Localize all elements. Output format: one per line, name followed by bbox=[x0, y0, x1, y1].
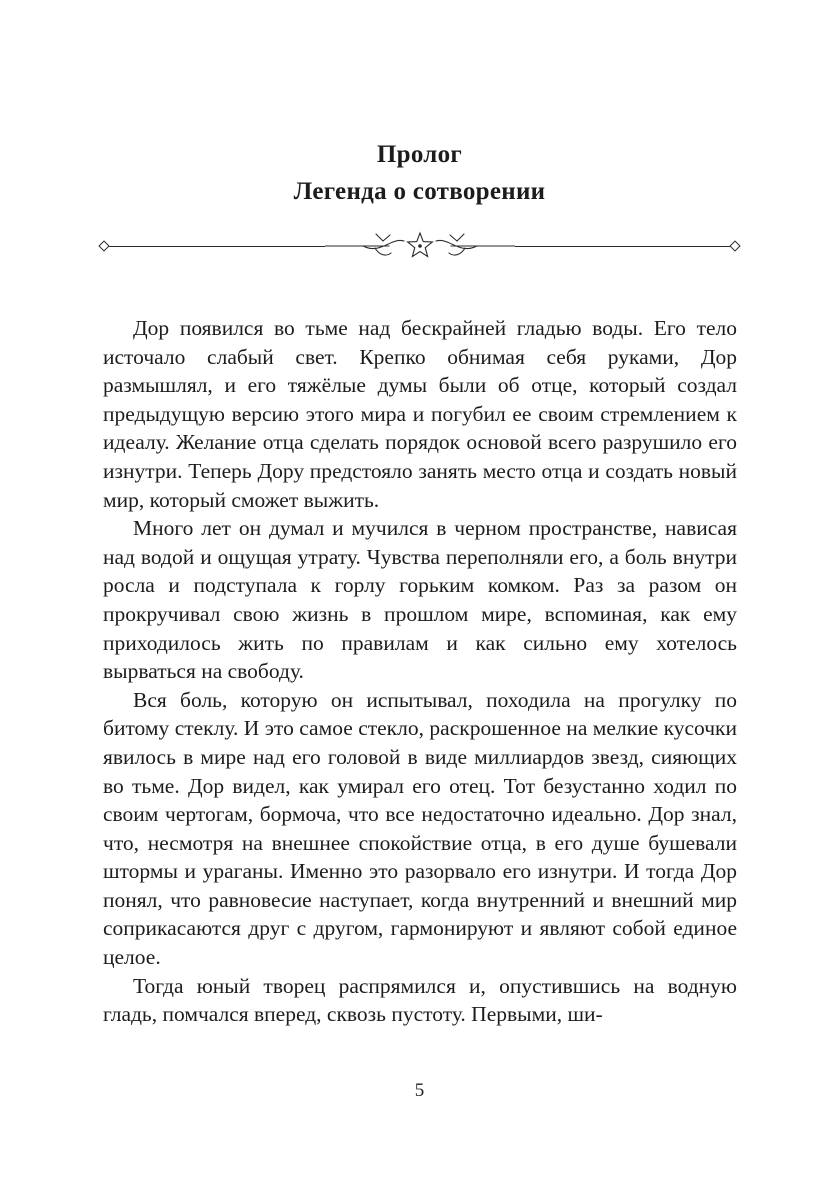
chapter-heading bbox=[0, 136, 839, 210]
body-text bbox=[103, 314, 737, 1029]
chapter-subtitle: Легенда о сотворении bbox=[293, 178, 546, 205]
divider-line-left bbox=[108, 246, 325, 247]
paragraph: Тогда юный творец распрямился и, опустившись на водную гладь, помчался вперед, сквозь пустоту. Первыми, ши- bbox=[103, 973, 737, 1027]
diamond-left-icon bbox=[98, 240, 109, 251]
page-number: 5 bbox=[414, 1080, 425, 1101]
diamond-right-icon bbox=[729, 240, 740, 251]
paragraph: Много лет он думал и мучился в черном пространстве, нависая над водой и ощущая утрату. Чувства переполняли его, а боль внутри росла и подступала к горлу горьким комком. Раз за разом он прокручивал свою жизнь в прошлом мире, вспоминая, как ему приходилось жить по правилам и как сильно ему хотелось вырваться на свободу. bbox=[103, 516, 737, 684]
paragraph: Вся боль, которую он испытывал, походила на прогулку по битому стеклу. И это самое стекло, раскрошенное на мелкие кусочки явилось в мире над его головой в виде миллиардов звезд, сияющих во тьме. Дор видел, как умирал его отец. Тот безустанно ходил по своим чертогам, бормоча, что все недостаточно идеально. Дор знал, что, несмотря на внешнее спокойствие отца, в его душе бушевали штормы и ураганы. Именно это разорвало его изнутри. И тогда Дор понял, что равновесие наступает, когда внутренний и внешний мир соприкасаются друг с другом, гармонируют и являют собой единое целое. bbox=[103, 687, 737, 970]
chapter-title: Пролог bbox=[376, 141, 463, 168]
section-divider bbox=[100, 228, 739, 264]
paragraph: Дор появился во тьме над бескрайней гладью воды. Его тело источало слабый свет. Крепко обнимая себя руками, Дор размышлял, и его тяжёлые думы были об отце, который создал предыдущую версию этого мира и погубил ее своим стремлением к идеалу. Желание отца сделать порядок основой всего разрушило его изнутри. Теперь Дору предстояло занять место отца и создать новый мир, который сможет выжить. bbox=[103, 316, 737, 512]
star-ornament-icon bbox=[325, 228, 515, 264]
divider-line-right bbox=[515, 246, 732, 247]
